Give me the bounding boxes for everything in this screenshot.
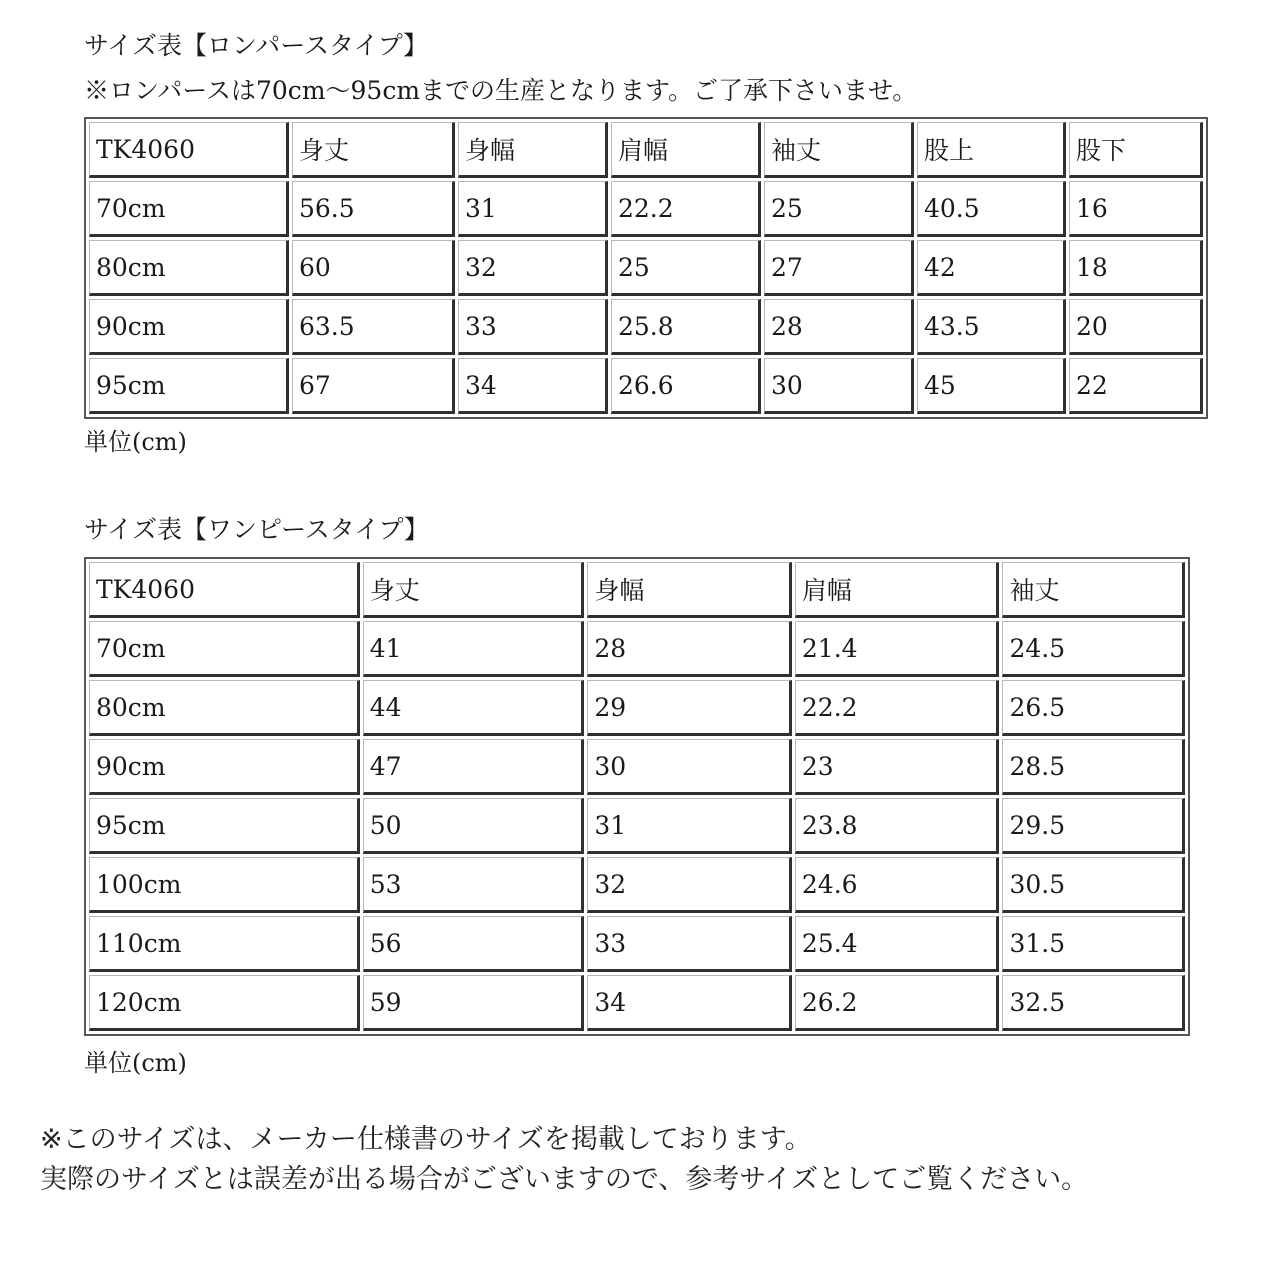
table-row [89,299,1203,355]
table-cell: 30.5 [1002,857,1185,913]
table-cell: 20 [1069,299,1203,355]
table-cell: 30 [587,739,792,795]
onepiece-title: サイズ表【ワンピースタイプ】 [84,515,429,544]
table-cell: 25 [764,181,914,237]
table-cell: 31.5 [1002,916,1185,972]
table-cell: 22.2 [795,680,1000,736]
table-cell: 31 [458,181,608,237]
table-cell: 26.2 [795,975,1000,1031]
table-header-cell: 袖丈 [764,122,914,178]
table-cell: 16 [1069,181,1203,237]
table-cell: 45 [917,358,1066,414]
size-label-cell: 100cm [89,857,360,913]
table-cell: 33 [587,916,792,972]
onepiece-size-table [84,557,1190,1036]
size-label-cell: 95cm [89,798,360,854]
table-cell: 47 [363,739,585,795]
table-cell: 32.5 [1002,975,1185,1031]
table-header-cell: 身丈 [292,122,455,178]
table-row [89,975,1185,1031]
table-cell: 28 [587,621,792,677]
table-cell: 27 [764,240,914,296]
table-cell: 59 [363,975,585,1031]
table-row [89,240,1203,296]
table-header-cell: 股上 [917,122,1066,178]
table-cell: 43.5 [917,299,1066,355]
table-cell: 24.5 [1002,621,1185,677]
table-cell: 56.5 [292,181,455,237]
onepiece-unit-label: 単位(cm) [84,1049,187,1077]
table-cell: 28 [764,299,914,355]
romper-subtitle: ※ロンパースは70cm〜95cmまでの生産となります。ご了承下さいませ。 [84,76,918,105]
table-row [89,916,1185,972]
table-cell: 26.5 [1002,680,1185,736]
size-label-cell: 80cm [89,680,360,736]
size-label-cell: 70cm [89,181,289,237]
size-label-cell: 110cm [89,916,360,972]
table-cell: 18 [1069,240,1203,296]
size-label-cell: 70cm [89,621,360,677]
table-cell: 63.5 [292,299,455,355]
size-label-cell: 80cm [89,240,289,296]
table-cell: 53 [363,857,585,913]
table-header-cell: 肩幅 [795,562,1000,618]
table-cell: 34 [587,975,792,1031]
table-cell: 44 [363,680,585,736]
table-header-cell: TK4060 [89,562,360,618]
table-cell: 29.5 [1002,798,1185,854]
romper-title: サイズ表【ロンパースタイプ】 [84,31,429,60]
table-cell: 26.6 [611,358,761,414]
romper-size-table [84,117,1208,419]
table-cell: 29 [587,680,792,736]
table-cell: 40.5 [917,181,1066,237]
table-cell: 23.8 [795,798,1000,854]
table-cell: 28.5 [1002,739,1185,795]
table-cell: 32 [458,240,608,296]
table-cell: 25 [611,240,761,296]
table-cell: 22 [1069,358,1203,414]
disclaimer-line-2: 実際のサイズとは誤差が出る場合がございますので、参考サイズとしてご覧ください。 [40,1164,1089,1195]
table-header-cell: 股下 [1069,122,1203,178]
table-cell: 21.4 [795,621,1000,677]
romper-unit-label: 単位(cm) [84,428,187,456]
table-header-row [89,122,1203,178]
table-header-cell: 身幅 [587,562,792,618]
size-label-cell: 120cm [89,975,360,1031]
table-row [89,739,1185,795]
table-cell: 30 [764,358,914,414]
table-cell: 23 [795,739,1000,795]
table-cell: 60 [292,240,455,296]
table-cell: 25.4 [795,916,1000,972]
table-cell: 24.6 [795,857,1000,913]
size-label-cell: 95cm [89,358,289,414]
table-cell: 67 [292,358,455,414]
table-cell: 50 [363,798,585,854]
table-header-row [89,562,1185,618]
table-row [89,798,1185,854]
table-cell: 32 [587,857,792,913]
table-cell: 56 [363,916,585,972]
table-row [89,181,1203,237]
table-row [89,358,1203,414]
table-row [89,857,1185,913]
table-header-cell: 身幅 [458,122,608,178]
table-cell: 33 [458,299,608,355]
table-row [89,680,1185,736]
table-cell: 31 [587,798,792,854]
table-cell: 41 [363,621,585,677]
table-cell: 22.2 [611,181,761,237]
table-cell: 42 [917,240,1066,296]
disclaimer-line-1: ※このサイズは、メーカー仕様書のサイズを掲載しております。 [40,1124,812,1155]
size-label-cell: 90cm [89,739,360,795]
table-row [89,621,1185,677]
table-header-cell: 身丈 [363,562,585,618]
table-header-cell: 袖丈 [1002,562,1185,618]
size-label-cell: 90cm [89,299,289,355]
table-header-cell: TK4060 [89,122,289,178]
table-cell: 25.8 [611,299,761,355]
table-header-cell: 肩幅 [611,122,761,178]
table-cell: 34 [458,358,608,414]
